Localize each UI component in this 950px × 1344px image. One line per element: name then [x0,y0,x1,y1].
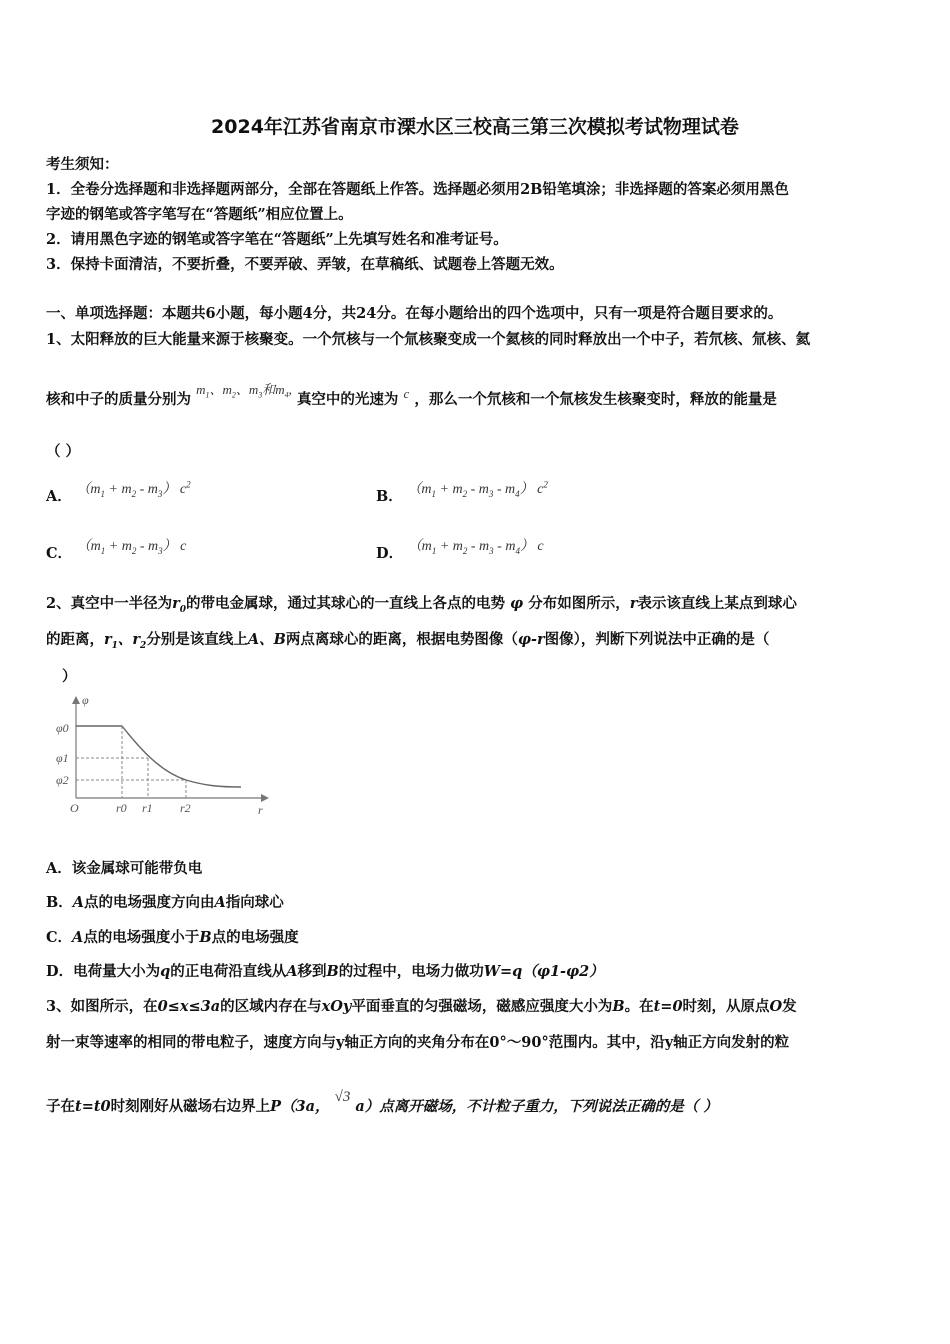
q2-points-ab: A、B [247,631,286,648]
notice-item-2: 2．请用黑色字迹的钢笔或答字笔在“答题纸”上先填写姓名和准考证号。 [46,231,508,248]
q1-line-1: 1、太阳释放的巨大能量来源于核聚变。一个氘核与一个氚核聚变成一个氦核的同时释放出一个中子，若氘核、氚核、氦 [46,331,811,348]
q1-line-2-mid: 真空中的光速为 [296,391,399,408]
phi-axis-label: φ [82,693,89,707]
q2-r1-r2-vars: $r_1$、$r_2$ [104,631,147,651]
q2-r-var: r [629,595,638,612]
r1-label: r1 [142,801,153,815]
q2-phi-var: φ [505,595,529,612]
q3-line-3: 子在t=t0时刻刚好从磁场右边界上P（3a， √3 a）点离开磁场，不计粒子重力，下列说法正确的是（ ） [46,1089,718,1115]
q1-option-b[interactable]: B． $(m_1 + m_2 - m_3 - m_4)$ $c^2$ [376,479,548,505]
potential-curve [76,726,241,787]
q2-option-b[interactable]: B．A点的电场强度方向由A指向球心 [46,894,284,911]
q2-line-3: ） [62,668,77,685]
q1-answer-bracket: （ ） [46,443,81,460]
q2-option-c[interactable]: C．A点的电场强度小于B点的电场强度 [46,929,299,946]
q2-line-1: 2、真空中一半径为$r_0$的带电金属球，通过其球心的一直线上各点的电势 φ 分布如图所示，r表示该直线上某点到球心 [46,595,797,615]
origin-label: O [70,801,79,815]
phi-axis-arrow-icon [72,696,80,704]
r2-label: r2 [180,801,191,815]
notice-item-1b: 字迹的钢笔或答字笔写在“答题纸”相应位置上。 [46,206,353,223]
q3-line-2: 射一束等速率的相同的带电粒子，速度方向与y轴正方向的夹角分布在0°～90°范围内。其中，沿y轴正方向发射的粒 [46,1034,790,1051]
q1-mass-variables: $m_1$、$m_2$、$m_3$和$m_4$, [196,382,292,400]
phi1-label: φ1 [56,751,69,765]
q1-line-2-post: ，那么一个氘核和一个氚核发生核聚变时，释放的能量是 [414,391,777,408]
q2-work-formula: W=q（φ1-φ2） [483,963,604,980]
notice-item-3: 3．保持卡面清洁，不要折叠，不要弄破、弄皱，在草稿纸、试题卷上答题无效。 [46,256,564,273]
q2-r0-var: $r_0$ [172,595,186,615]
q2-option-a[interactable]: A．该金属球可能带负电 [46,860,203,877]
potential-graph [46,690,276,815]
q1-light-speed-variable: c [403,386,410,401]
q3-line-1: 3、如图所示，在0≤x≤3a的区域内存在与xOy平面垂直的匀强磁场，磁感应强度大小为B。在t=0时刻，从原点O发 [46,998,797,1015]
q1-option-a-formula: $(m_1 + m_2 - m_3)$ $c^2$ [76,479,191,499]
q1-option-d-formula: $(m_1 + m_2 - m_3 - m_4)$ c [407,539,544,556]
q1-option-d[interactable]: D． $(m_1 + m_2 - m_3 - m_4)$ c [376,539,544,562]
phi0-label: φ0 [56,721,69,735]
q2-line-2: 的距离，$r_1$、$r_2$分别是该直线上A、B两点离球心的距离，根据电势图像（φ-r图像），判断下列说法中正确的是（ [46,631,770,651]
q1-line-2-pre: 核和中子的质量分别为 [46,391,191,408]
sqrt3-symbol: √3 [334,1089,351,1105]
q1-line-2 [46,382,777,410]
q1-option-c[interactable]: C． $(m_1 + m_2 - m_3)$ c [46,539,187,562]
q1-option-b-formula: $(m_1 + m_2 - m_3 - m_4)$ $c^2$ [407,479,548,499]
q2-option-d[interactable]: D．电荷量大小为q的正电荷沿直线从A移到B的过程中，电场力做功W=q（φ1-φ2） [46,963,604,980]
section-1-heading: 一、单项选择题：本题共6小题，每小题4分，共24分。在每小题给出的四个选项中，只有一项是符合题目要求的。 [46,305,783,322]
r-axis-arrow-icon [261,794,269,802]
notice-item-1a: 1．全卷分选择题和非选择题两部分，全部在答题纸上作答。选择题必须用2B铅笔填涂；非选择题的答案必须用黑色 [46,181,789,198]
notice-heading: 考生须知： [46,156,119,173]
r-axis-label: r [258,803,263,815]
q1-option-c-formula: $(m_1 + m_2 - m_3)$ c [76,539,187,556]
r0-label: r0 [116,801,127,815]
page-title: 2024年江苏省南京市溧水区三校高三第三次模拟考试物理试卷 [211,116,739,138]
q1-option-a[interactable]: A． $(m_1 + m_2 - m_3)$ $c^2$ [46,479,191,505]
phi2-label: φ2 [56,773,69,787]
q2-phi-r-var: φ-r [517,631,545,648]
